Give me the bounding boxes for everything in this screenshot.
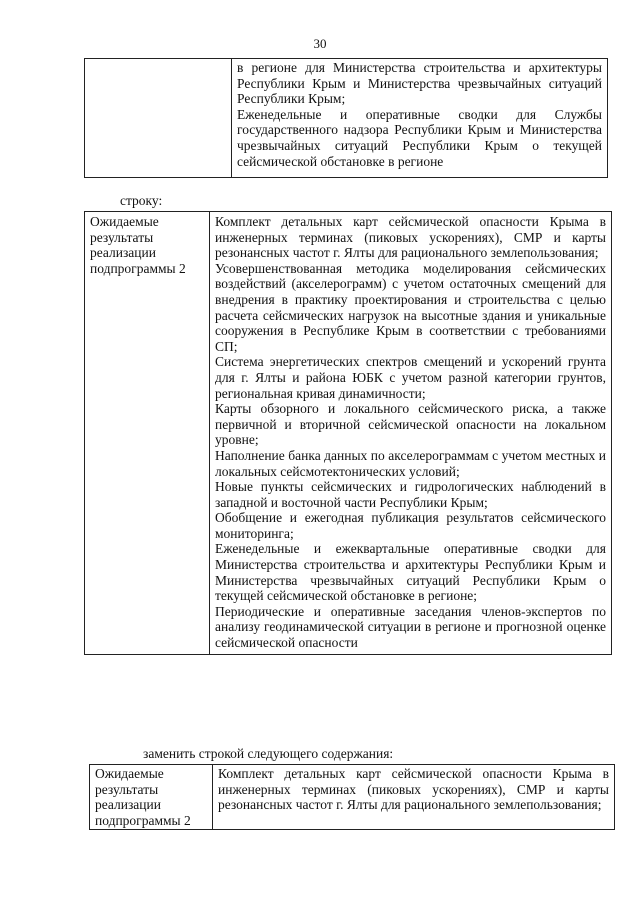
- page-number: 30: [313, 36, 327, 51]
- results-paragraph: Комплект детальных карт сейсмической опасности Крыма в инженерных терминах (пиковых ускорениях), СМР и карты резонансных частот г. Ялты для рационального землепользования;: [215, 214, 606, 261]
- table-row: [85, 59, 608, 178]
- results-cell: [210, 212, 612, 655]
- continuation-table: [84, 58, 608, 178]
- table-row: [90, 765, 615, 830]
- results-paragraph: Наполнение банка данных по акселерограммам с учетом местных и локальных сейсмотектонических условий;: [215, 447, 606, 479]
- results-cell: [232, 59, 608, 178]
- row-label: Ожидаемые результаты реализации подпрограммы 2: [90, 765, 213, 830]
- results-paragraph: Обобщение и ежегодная публикация результатов сейсмического мониторинга;: [215, 510, 606, 541]
- results-paragraph: Еженедельные и ежеквартальные оперативные сводки для Министерства строительства и архитектуры Республики Крым и Министерства чрезвычайных ситуаций Республики Крым о текущей сейсмической обстановке в регионе;: [215, 541, 606, 604]
- results-paragraph: в регионе для Министерства строительства и архитектуры Республики Крым и Министерства чрезвычайных ситуаций Республики Крым;: [237, 60, 602, 107]
- instruction-text: строку:: [120, 193, 163, 208]
- row-label: Ожидаемые результаты реализации подпрограммы 2: [85, 212, 210, 655]
- results-paragraph: Периодические и оперативные заседания членов-экспертов по анализу геодинамической ситуации в регионе и прогнозной оценке сейсмической опасности: [215, 603, 606, 651]
- results-paragraph: Комплект детальных карт сейсмической опасности Крыма в инженерных терминах (пиковых ускорениях), СМР и карты резонансных частот г. Ялты для рационального землепользования;: [218, 766, 609, 813]
- results-paragraph: Новые пункты сейсмических и гидрологических наблюдений в западной и восточной части Республики Крым;: [215, 479, 606, 510]
- results-cell: [213, 765, 615, 830]
- empty-label-cell: [85, 59, 232, 178]
- instruction-text: заменить строкой следующего содержания:: [143, 746, 394, 761]
- results-paragraph: Карты обзорного и локального сейсмического риска, а также первичной и вторичной сейсмической опасности на локальном уровне;: [215, 401, 606, 448]
- table-row: [85, 212, 612, 655]
- results-paragraph: Усовершенствованная методика моделирования сейсмических воздействий (акселерограмм) с учетом остаточных смещений для внедрения в практику проектирования и строительства с целью расчета сейсмических нагрузок на высотные здания и уникальные сооружения в Республике Крым в соответствии с требованиями СП;: [215, 260, 606, 354]
- new-row-table: [89, 764, 615, 830]
- results-paragraph: Система энергетических спектров смещений и ускорений грунта для г. Ялты и района ЮБК с учетом разной категории грунтов, региональная кривая динамичности;: [215, 354, 606, 401]
- results-paragraph: Еженедельные и оперативные сводки для Службы государственного надзора Республики Крым и Министерства чрезвычайных ситуаций Республики Крым о текущей сейсмической обстановке в регионе: [237, 106, 602, 169]
- old-row-table: [84, 211, 612, 655]
